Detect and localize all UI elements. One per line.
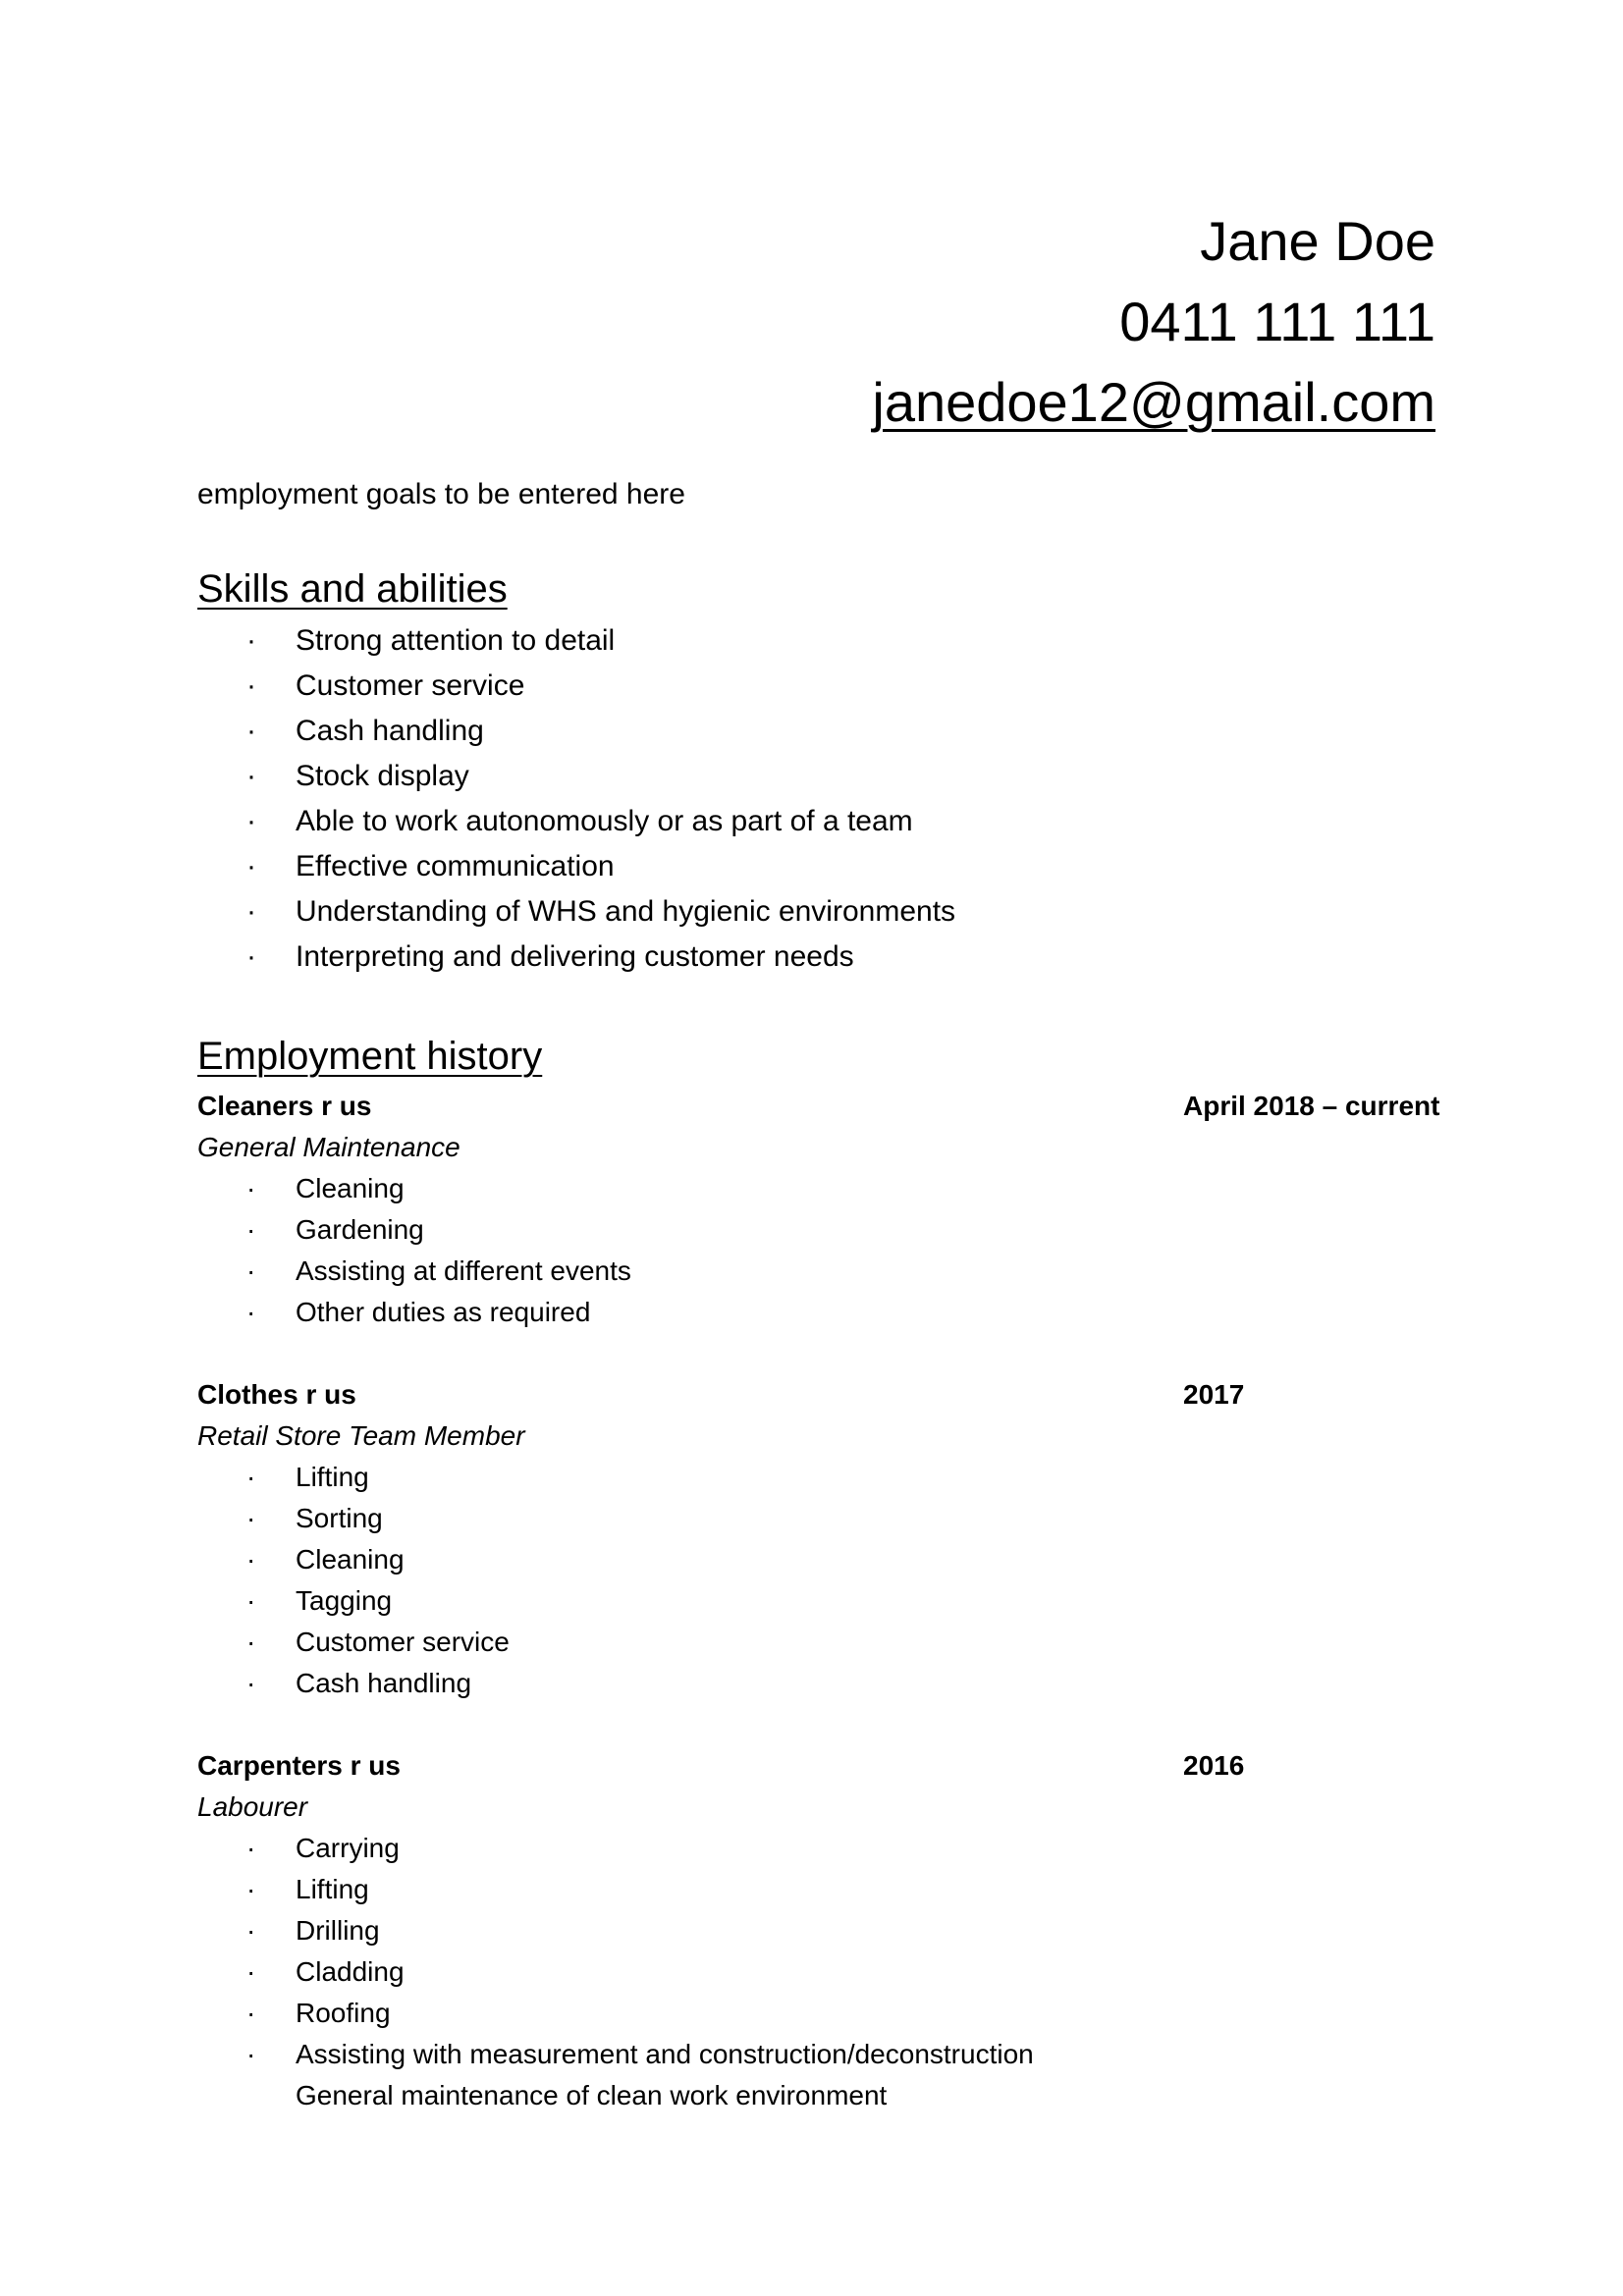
contact-block: [872, 201, 1435, 443]
bullet-icon: ·: [246, 1503, 256, 1533]
bullet-icon: ·: [246, 1915, 256, 1946]
skill-item: · Able to work autonomously or as part of a team: [197, 799, 1436, 844]
bullet-icon: ·: [246, 715, 256, 747]
job-header: [197, 1745, 1436, 1787]
bullet-icon: ·: [246, 850, 256, 882]
job-company: Carpenters r us: [197, 1750, 401, 1781]
duty-item: · Lifting: [197, 1869, 1436, 1910]
bullet-icon: ·: [246, 1255, 256, 1286]
skills-list: [197, 618, 1436, 980]
skill-item: · Customer service: [197, 664, 1436, 709]
job-header: [197, 1374, 1436, 1415]
bullet-icon: ·: [246, 1544, 256, 1575]
job-duties-list: [197, 1457, 1436, 1704]
job-entry: [197, 1745, 1436, 2116]
job-extra-line: General maintenance of clean work environment: [296, 2080, 888, 2110]
duty-item: · Roofing: [197, 1993, 1436, 2034]
duty-item: · Carrying: [197, 1828, 1436, 1869]
duty-item: · Assisting with measurement and construction/deconstruction: [197, 2034, 1436, 2075]
job-title: Retail Store Team Member: [197, 1420, 525, 1451]
duty-item: · Sorting: [197, 1498, 1436, 1539]
job-duties-list: [197, 1828, 1436, 2075]
skill-item: · Interpreting and delivering customer needs: [197, 934, 1436, 980]
resume-body: [197, 469, 1440, 2116]
job-company: Cleaners r us: [197, 1091, 372, 1121]
bullet-icon: ·: [246, 624, 256, 657]
bullet-icon: ·: [246, 1297, 256, 1327]
skill-item: · Cash handling: [197, 709, 1436, 754]
job-header: [197, 1086, 1440, 1127]
skill-item: · Effective communication: [197, 844, 1436, 889]
duty-item: · Cladding: [197, 1951, 1436, 1993]
duty-item: · Customer service: [197, 1622, 1436, 1663]
duty-item: · Cash handling: [197, 1663, 1436, 1704]
duty-item: · Lifting: [197, 1457, 1436, 1498]
job-duties-list: [197, 1168, 1436, 1333]
bullet-icon: ·: [246, 895, 256, 928]
duty-item: · Drilling: [197, 1910, 1436, 1951]
applicant-phone: 0411 111 111: [1119, 291, 1435, 352]
applicant-name: Jane Doe: [1200, 210, 1435, 272]
job-entry: [197, 1374, 1436, 1704]
bullet-icon: ·: [246, 805, 256, 837]
duty-item: · Cleaning: [197, 1168, 1436, 1209]
employment-heading: Employment history: [197, 1035, 543, 1078]
bullet-icon: ·: [246, 2039, 256, 2069]
bullet-icon: ·: [246, 1627, 256, 1657]
duty-item: · Assisting at different events: [197, 1251, 1436, 1292]
job-date: 2016: [1183, 1750, 1245, 1781]
job-company: Clothes r us: [197, 1379, 356, 1410]
duty-item: · Gardening: [197, 1209, 1436, 1251]
job-entry: [197, 1086, 1440, 1333]
duty-item: · Cleaning: [197, 1539, 1436, 1580]
bullet-icon: ·: [246, 1214, 256, 1245]
bullet-icon: ·: [246, 1173, 256, 1203]
job-date: April 2018 – current: [1183, 1091, 1440, 1121]
duty-item: · Other duties as required: [197, 1292, 1436, 1333]
bullet-icon: ·: [246, 1585, 256, 1616]
skills-heading: Skills and abilities: [197, 567, 508, 611]
skill-item: · Strong attention to detail: [197, 618, 1436, 664]
employment-goals: employment goals to be entered here: [197, 478, 685, 510]
bullet-icon: ·: [246, 1462, 256, 1492]
duty-item: · Tagging: [197, 1580, 1436, 1622]
skill-item: · Understanding of WHS and hygienic environments: [197, 889, 1436, 934]
bullet-icon: ·: [246, 1668, 256, 1698]
applicant-email[interactable]: janedoe12@gmail.com: [872, 371, 1435, 433]
bullet-icon: ·: [246, 1998, 256, 2028]
bullet-icon: ·: [246, 1833, 256, 1863]
bullet-icon: ·: [246, 940, 256, 973]
skill-item: · Stock display: [197, 754, 1436, 799]
bullet-icon: ·: [246, 760, 256, 792]
job-title: Labourer: [197, 1791, 308, 1822]
job-title: General Maintenance: [197, 1132, 460, 1162]
bullet-icon: ·: [246, 669, 256, 702]
bullet-icon: ·: [246, 1956, 256, 1987]
job-date: 2017: [1183, 1379, 1245, 1410]
bullet-icon: ·: [246, 1874, 256, 1904]
